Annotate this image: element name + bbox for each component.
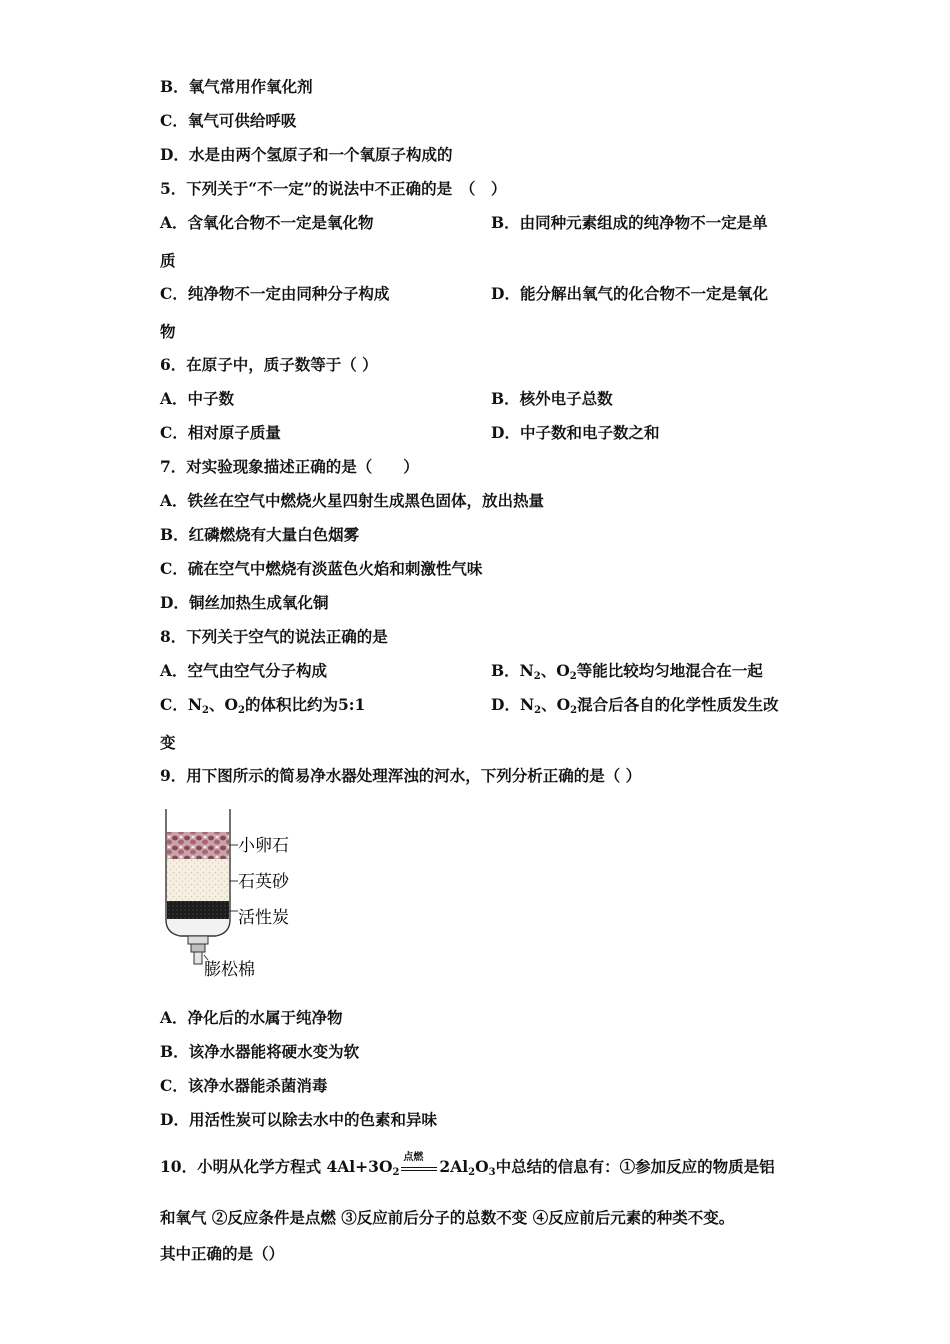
q6-option-b: B．核外电子总数 (491, 389, 613, 408)
label-activated-carbon: 活性炭 (238, 908, 289, 928)
water-filter-figure (160, 805, 310, 985)
q4-option-d: D．水是由两个氢原子和一个氧原子构成的 (160, 145, 453, 164)
q7-option-d: D．铜丝加热生成氧化铜 (160, 593, 329, 612)
cotton-layer (167, 919, 229, 935)
q5-option-b-cont: 质 (160, 251, 176, 270)
carbon-layer (167, 901, 229, 919)
q6-option-c: C．相对原子质量 (160, 423, 281, 442)
nozzle-tip (194, 952, 202, 964)
pebble-layer (167, 832, 229, 859)
water-filter-diagram (160, 805, 310, 985)
q5-option-c: C．纯净物不一定由同种分子构成 (160, 284, 390, 303)
reaction-condition: 点燃 (401, 1157, 437, 1177)
label-pebbles: 小卵石 (238, 836, 289, 856)
q7-option-c: C．硫在空气中燃烧有淡蓝色火焰和刺激性气味 (160, 559, 483, 578)
q5-option-d: D．能分解出氧气的化合物不一定是氧化 (491, 284, 768, 303)
q8-stem: 8．下列关于空气的说法正确的是 (160, 627, 388, 646)
q6-option-a: A．中子数 (160, 389, 235, 408)
q5-option-b: B．由同种元素组成的纯净物不一定是单 (491, 213, 768, 232)
nozzle-top (188, 936, 208, 944)
q5-option-a: A．含氧化合物不一定是氧化物 (160, 213, 374, 232)
q9-option-b: B．该净水器能将硬水变为软 (160, 1042, 360, 1061)
q7-stem: 7．对实验现象描述正确的是（ ） (160, 457, 419, 476)
q8-option-d-cont: 变 (160, 733, 176, 752)
q5-option-d-cont: 物 (160, 322, 176, 341)
sand-layer (167, 859, 229, 901)
q10-line-1: 10．小明从化学方程式 $4Al+3O_2$ 点燃 $2Al_2O_3$中总结的信息有：①参加反应的物质是铝 (160, 1152, 775, 1178)
label-cotton: 膨松棉 (204, 960, 255, 980)
q6-option-d: D．中子数和电子数之和 (491, 423, 660, 442)
nozzle-mid (191, 944, 205, 952)
q8-option-b: B．$N_2$、$O_2$等能比较均匀地混合在一起 (491, 661, 763, 682)
q9-option-a: A．净化后的水属于纯净物 (160, 1008, 343, 1027)
q8-option-c: C．$N_2$、$O_2$的体积比约为5:1 (160, 695, 366, 716)
q9-option-d: D．用活性炭可以除去水中的色素和异味 (160, 1110, 437, 1129)
q7-option-a: A．铁丝在空气中燃烧火星四射生成黑色固体，放出热量 (160, 491, 545, 510)
q6-stem: 6．在原子中，质子数等于（ ） (160, 355, 378, 374)
q5-stem: 5．下列关于“不一定”的说法中不正确的是 （ ） (160, 179, 507, 198)
q9-option-c: C．该净水器能杀菌消毒 (160, 1076, 328, 1095)
q9-stem: 9．用下图所示的简易净水器处理浑浊的河水，下列分析正确的是（ ） (160, 766, 642, 785)
label-quartz-sand: 石英砂 (238, 872, 289, 892)
q8-option-a: A．空气由空气分子构成 (160, 661, 328, 680)
q4-option-b: B．氧气常用作氧化剂 (160, 77, 313, 96)
q10-line-3: 其中正确的是（） (160, 1244, 285, 1263)
q7-option-b: B．红磷燃烧有大量白色烟雾 (160, 525, 360, 544)
q10-line-2: 和氧气 ②反应条件是点燃 ③反应前后分子的总数不变 ④反应前后元素的种类不变。 (160, 1208, 735, 1227)
q4-option-c: C．氧气可供给呼吸 (160, 111, 297, 130)
q8-option-d: D．$N_2$、$O_2$混合后各自的化学性质发生改 (491, 695, 779, 716)
